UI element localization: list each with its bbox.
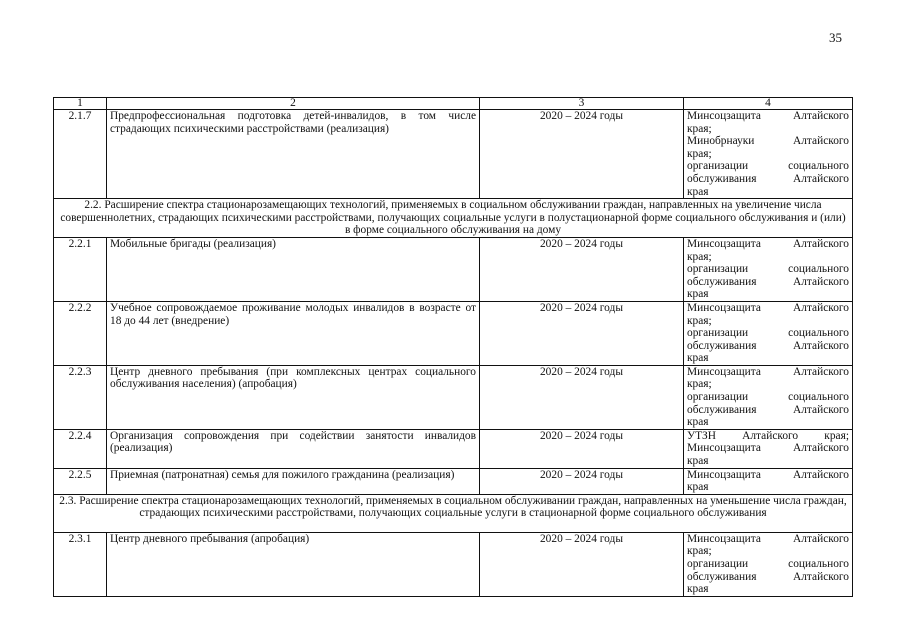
item-executors: [684, 532, 853, 596]
column-header: 1: [54, 98, 107, 110]
section-title: 2.2. Расширение спектра стационарозамещающих технологий, применяемых в социальном обслуживании граждан, направленных на увеличение числа совершеннолетних, страдающих психическими расстройствами, получающих социальные услуги в полустационарной форме социального обслуживания и (или) в форме социального обслуживания на дому: [54, 199, 853, 238]
item-number: 2.2.1: [54, 237, 107, 301]
item-description: Предпрофессиональная подготовка детей-инвалидов, в том числе страдающих психическими расстройствами (реализация): [107, 110, 480, 199]
column-header: 3: [480, 98, 684, 110]
executor-line: края;: [687, 314, 712, 327]
executor-line: организации социального: [687, 327, 849, 340]
executor-line: организации социального: [687, 263, 849, 276]
table-row: [54, 301, 853, 365]
column-header: 2: [107, 98, 480, 110]
item-description: Организация сопровождения при содействии занятости инвалидов (реализация): [107, 429, 480, 468]
executor-line: края: [687, 481, 709, 494]
executor-line: края: [687, 288, 709, 301]
item-period: 2020 – 2024 годы: [480, 365, 684, 429]
executor-line: края;: [687, 122, 712, 135]
executor-line: Минсоцзащита Алтайского: [687, 442, 849, 455]
section-row: [54, 199, 853, 238]
table-row: [54, 429, 853, 468]
section-title: 2.3. Расширение спектра стационарозамещающих технологий, применяемых в социальном обслуживании граждан, направленных на уменьшение числа граждан, страдающих психическими расстройствами, получающих социальные услуги в стационарной форме социального обслуживания: [54, 494, 853, 532]
item-description: Центр дневного пребывания (апробация): [107, 532, 480, 596]
item-period: 2020 – 2024 годы: [480, 301, 684, 365]
item-number: 2.2.2: [54, 301, 107, 365]
item-period: 2020 – 2024 годы: [480, 237, 684, 301]
executor-line: края;: [687, 250, 712, 263]
executor-line: обслуживания Алтайского: [687, 172, 849, 185]
item-number: 2.2.3: [54, 365, 107, 429]
item-description: Мобильные бригады (реализация): [107, 237, 480, 301]
executor-line: края: [687, 583, 709, 596]
section-row: [54, 494, 853, 532]
executor-line: обслуживания Алтайского: [687, 570, 849, 583]
column-header: 4: [684, 98, 853, 110]
item-description: Приемная (патронатная) семья для пожилого гражданина (реализация): [107, 468, 480, 494]
executor-line: Минсоцзащита Алтайского: [687, 468, 849, 481]
executor-line: Минобрнауки Алтайского: [687, 135, 849, 148]
item-executors: [684, 429, 853, 468]
executor-line: Минсоцзащита Алтайского: [687, 301, 849, 314]
executor-line: организации социального: [687, 391, 849, 404]
executor-line: Минсоцзащита Алтайского: [687, 110, 849, 122]
measures-table: [53, 97, 853, 597]
table-row: [54, 468, 853, 494]
page-number: 35: [829, 30, 842, 45]
item-executors: [684, 237, 853, 301]
item-period: 2020 – 2024 годы: [480, 468, 684, 494]
header-row: [54, 98, 853, 110]
item-executors: [684, 110, 853, 199]
executor-line: края: [687, 185, 709, 198]
item-number: 2.3.1: [54, 532, 107, 596]
item-number: 2.2.5: [54, 468, 107, 494]
table-row: [54, 365, 853, 429]
item-executors: [684, 301, 853, 365]
table-row: [54, 532, 853, 596]
executor-line: края: [687, 455, 709, 468]
item-period: 2020 – 2024 годы: [480, 110, 684, 199]
item-number: 2.2.4: [54, 429, 107, 468]
table-row: [54, 237, 853, 301]
executor-line: края;: [687, 545, 712, 558]
item-period: 2020 – 2024 годы: [480, 429, 684, 468]
executor-line: организации социального: [687, 558, 849, 570]
item-executors: [684, 468, 853, 494]
executor-line: края;: [687, 147, 712, 160]
item-period: 2020 – 2024 годы: [480, 532, 684, 596]
item-number: 2.1.7: [54, 110, 107, 199]
executor-line: обслуживания Алтайского: [687, 275, 849, 288]
executor-line: УТЗН Алтайского края;: [687, 429, 849, 442]
executor-line: Минсоцзащита Алтайского: [687, 532, 849, 545]
item-description: Учебное сопровождаемое проживание молодых инвалидов в возрасте от 18 до 44 лет (внедрение): [107, 301, 480, 365]
table-body: [54, 98, 853, 597]
executor-line: края;: [687, 378, 712, 391]
item-description: Центр дневного пребывания (при комплексных центрах социального обслуживания населения) (апробация): [107, 365, 480, 429]
executor-line: организации социального: [687, 160, 849, 173]
item-executors: [684, 365, 853, 429]
executor-line: Минсоцзащита Алтайского: [687, 237, 849, 250]
table-row: [54, 110, 853, 199]
executor-line: обслуживания Алтайского: [687, 403, 849, 416]
executor-line: Минсоцзащита Алтайского: [687, 365, 849, 378]
executor-line: края: [687, 352, 709, 365]
executor-line: обслуживания Алтайского: [687, 339, 849, 352]
executor-line: края: [687, 416, 709, 429]
